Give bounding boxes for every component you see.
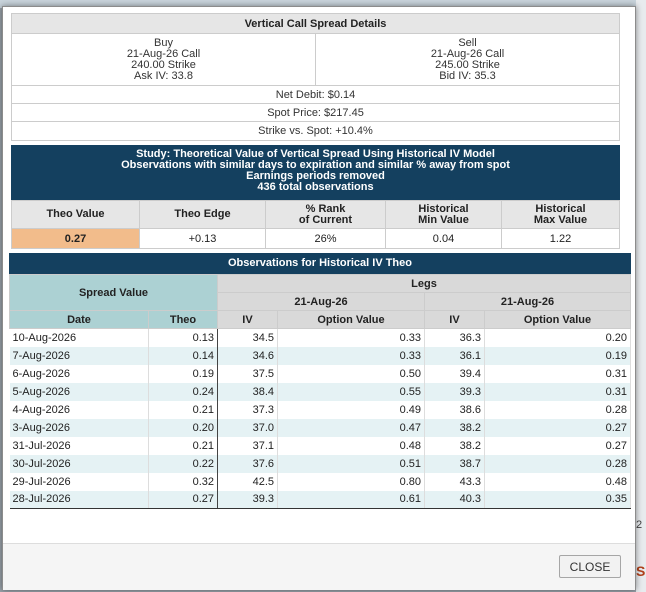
leg1-iv-cell: 37.1	[218, 437, 278, 455]
spread-value-header: Spread Value	[10, 275, 218, 311]
table-row	[10, 347, 631, 365]
leg1-iv-cell: 38.4	[218, 383, 278, 401]
leg1-expiry-header: 21-Aug-26	[218, 293, 425, 311]
table-row	[10, 401, 631, 419]
close-button[interactable]: CLOSE	[559, 555, 621, 578]
leg1-option-value-cell: 0.80	[278, 473, 425, 491]
leg1-option-value-cell: 0.47	[278, 419, 425, 437]
hist-min: 0.04	[386, 229, 502, 249]
leg2-option-value-cell: 0.27	[485, 419, 631, 437]
hist-max: 1.22	[502, 229, 620, 249]
theo-cell: 0.14	[149, 347, 218, 365]
leg2-iv-cell: 38.7	[425, 455, 485, 473]
theo-column-header: Theo	[149, 311, 218, 329]
leg1-iv-cell: 37.3	[218, 401, 278, 419]
leg2-iv-cell: 39.4	[425, 365, 485, 383]
study-summary-table	[11, 200, 620, 249]
spread-details-panel	[11, 13, 620, 141]
observations-table	[9, 274, 631, 509]
leg2-iv-cell: 40.3	[425, 491, 485, 509]
pct-rank-header-label: % Rank of Current	[298, 202, 353, 226]
sell-strike: 245.00 Strike	[435, 59, 500, 71]
leg1-option-value-cell: 0.61	[278, 491, 425, 509]
leg1-option-value-cell: 0.50	[278, 365, 425, 383]
hist-min-header-label: Historical Min Value	[418, 202, 469, 226]
theo-value: 0.27	[12, 229, 140, 249]
buy-strike: 240.00 Strike	[131, 59, 196, 71]
date-cell: 5-Aug-2026	[10, 383, 149, 401]
background-edge-text: 2	[636, 519, 643, 531]
sell-iv: Bid IV: 35.3	[439, 70, 496, 82]
study-panel	[11, 145, 620, 249]
date-cell: 28-Jul-2026	[10, 491, 149, 509]
leg2-iv-cell: 38.2	[425, 419, 485, 437]
leg1-option-value-cell: 0.49	[278, 401, 425, 419]
leg2-iv-cell: 36.3	[425, 329, 485, 347]
leg2-iv-cell: 38.2	[425, 437, 485, 455]
date-cell: 4-Aug-2026	[10, 401, 149, 419]
theo-cell: 0.32	[149, 473, 218, 491]
leg2-iv-cell: 38.6	[425, 401, 485, 419]
leg2-option-value-cell: 0.20	[485, 329, 631, 347]
leg1-option-value-cell: 0.55	[278, 383, 425, 401]
date-cell: 29-Jul-2026	[10, 473, 149, 491]
pct-rank: 26%	[266, 229, 386, 249]
date-cell: 7-Aug-2026	[10, 347, 149, 365]
study-description: Observations with similar days to expiration and similar % away from spot	[121, 159, 510, 171]
date-cell: 10-Aug-2026	[10, 329, 149, 347]
leg2-option-value-cell: 0.48	[485, 473, 631, 491]
sell-leg	[315, 34, 619, 85]
leg2-option-value-cell: 0.27	[485, 437, 631, 455]
leg1-iv-column-header: IV	[218, 311, 278, 329]
leg2-option-value-cell: 0.28	[485, 455, 631, 473]
leg2-iv-column-header: IV	[425, 311, 485, 329]
leg1-option-value-cell: 0.48	[278, 437, 425, 455]
theo-cell: 0.19	[149, 365, 218, 383]
date-cell: 6-Aug-2026	[10, 365, 149, 383]
buy-side-label: Buy	[154, 37, 173, 49]
leg2-option-value-cell: 0.31	[485, 365, 631, 383]
details-title: Vertical Call Spread Details	[12, 14, 619, 34]
leg2-option-value-column-header: Option Value	[485, 311, 631, 329]
leg1-option-value-cell: 0.51	[278, 455, 425, 473]
table-row	[10, 419, 631, 437]
buy-iv: Ask IV: 33.8	[134, 70, 193, 82]
theo-value-header: Theo Value	[12, 201, 140, 229]
sell-side-label: Sell	[458, 37, 477, 49]
hist-max-header	[502, 201, 620, 229]
leg2-iv-cell: 39.3	[425, 383, 485, 401]
study-observation-count: 436 total observations	[257, 181, 374, 193]
theo-cell: 0.13	[149, 329, 218, 347]
date-cell: 30-Jul-2026	[10, 455, 149, 473]
table-row	[10, 437, 631, 455]
study-note: Earnings periods removed	[246, 170, 385, 182]
observations-panel	[9, 253, 631, 509]
leg2-iv-cell: 43.3	[425, 473, 485, 491]
dialog-footer	[3, 543, 635, 590]
table-row	[10, 491, 631, 509]
leg2-option-value-cell: 0.28	[485, 401, 631, 419]
observations-title: Observations for Historical IV Theo	[9, 253, 631, 274]
leg1-iv-cell: 37.5	[218, 365, 278, 383]
study-title: Study: Theoretical Value of Vertical Spread Using Historical IV Model	[136, 148, 495, 160]
theo-cell: 0.27	[149, 491, 218, 509]
leg1-iv-cell: 34.6	[218, 347, 278, 365]
theo-cell: 0.20	[149, 419, 218, 437]
legs-header: Legs	[218, 275, 631, 293]
leg2-option-value-cell: 0.35	[485, 491, 631, 509]
table-row	[10, 329, 631, 347]
leg2-option-value-cell: 0.19	[485, 347, 631, 365]
strike-vs-spot: Strike vs. Spot: +10.4%	[258, 125, 373, 137]
observations-body	[10, 329, 631, 509]
leg2-option-value-cell: 0.31	[485, 383, 631, 401]
sell-expiry: 21-Aug-26 Call	[430, 48, 505, 60]
leg2-iv-cell: 36.1	[425, 347, 485, 365]
table-row	[10, 365, 631, 383]
buy-expiry: 21-Aug-26 Call	[126, 48, 201, 60]
date-cell: 31-Jul-2026	[10, 437, 149, 455]
theo-edge-header: Theo Edge	[140, 201, 266, 229]
theo-cell: 0.21	[149, 437, 218, 455]
buy-leg	[12, 34, 315, 85]
theo-cell: 0.22	[149, 455, 218, 473]
leg2-expiry-header: 21-Aug-26	[425, 293, 631, 311]
net-debit: Net Debit: $0.14	[12, 86, 619, 104]
legs-row	[12, 34, 619, 86]
leg1-iv-cell: 37.0	[218, 419, 278, 437]
theo-edge: +0.13	[140, 229, 266, 249]
background-edge-text: S	[636, 563, 646, 579]
leg1-iv-cell: 37.6	[218, 455, 278, 473]
table-row	[10, 455, 631, 473]
leg1-iv-cell: 34.5	[218, 329, 278, 347]
leg1-option-value-cell: 0.33	[278, 329, 425, 347]
hist-min-header	[386, 201, 502, 229]
leg1-iv-cell: 42.5	[218, 473, 278, 491]
leg1-option-value-cell: 0.33	[278, 347, 425, 365]
leg1-iv-cell: 39.3	[218, 491, 278, 509]
theo-cell: 0.21	[149, 401, 218, 419]
spread-details-dialog	[2, 6, 636, 590]
table-row	[10, 473, 631, 491]
date-column-header: Date	[10, 311, 149, 329]
spot-price: Spot Price: $217.45	[12, 104, 619, 122]
pct-rank-header	[266, 201, 386, 229]
study-header	[11, 145, 620, 200]
date-cell: 3-Aug-2026	[10, 419, 149, 437]
theo-cell: 0.24	[149, 383, 218, 401]
background-page-edge	[636, 0, 646, 592]
hist-max-header-label: Historical Max Value	[533, 202, 588, 226]
table-row	[10, 383, 631, 401]
leg1-option-value-column-header: Option Value	[278, 311, 425, 329]
